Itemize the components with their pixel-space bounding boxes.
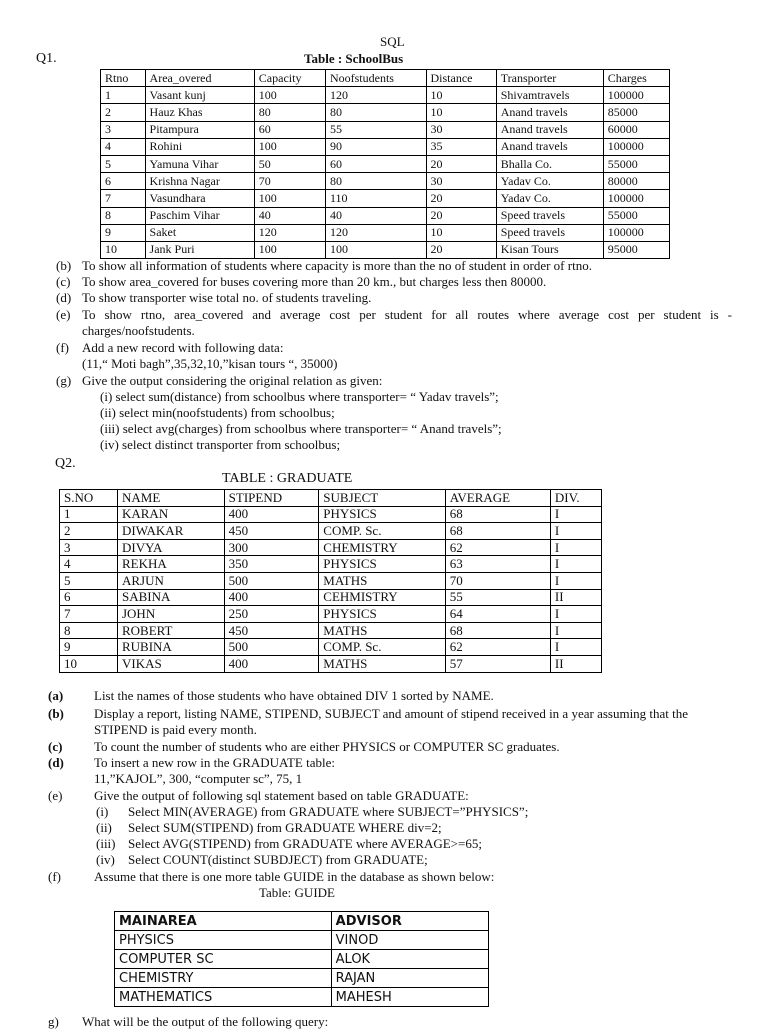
item-text: Give the output of following sql statement based on table GRADUATE: xyxy=(94,788,469,803)
table-row xyxy=(115,931,489,950)
table-row xyxy=(101,207,670,224)
table-cell: 5 xyxy=(60,572,118,589)
table-cell: 100000 xyxy=(603,138,669,155)
column-header: Area_overed xyxy=(145,70,254,87)
table-cell: 120 xyxy=(325,87,426,104)
item-label: (c) xyxy=(56,274,71,289)
table-cell: Krishna Nagar xyxy=(145,173,254,190)
table-cell: 62 xyxy=(445,639,550,656)
table-row xyxy=(60,655,602,672)
table-row xyxy=(60,606,602,623)
column-header: AVERAGE xyxy=(445,490,550,507)
sub-text: Select AVG(STIPEND) from GRADUATE where AVERAGE>=65; xyxy=(128,836,482,851)
table-cell: 62 xyxy=(445,539,550,556)
item-text: charges/noofstudents. xyxy=(82,323,195,338)
table-cell: KARAN xyxy=(117,506,224,523)
table-cell: I xyxy=(550,506,601,523)
table-row xyxy=(60,572,602,589)
table-cell: 110 xyxy=(325,190,426,207)
table-cell: 2 xyxy=(101,104,146,121)
table-cell: I xyxy=(550,556,601,573)
item-label: (e) xyxy=(48,788,63,803)
table-cell: ROBERT xyxy=(117,622,224,639)
column-header: MAINAREA xyxy=(115,912,332,931)
table-cell: Speed travels xyxy=(496,207,603,224)
table-cell: PHYSICS xyxy=(115,931,332,950)
column-header: Capacity xyxy=(254,70,325,87)
column-header: Distance xyxy=(426,70,496,87)
table-cell: 450 xyxy=(224,622,319,639)
table-cell: 100000 xyxy=(603,224,669,241)
table-row xyxy=(60,589,602,606)
column-header: DIV. xyxy=(550,490,601,507)
item-label: (e) xyxy=(56,307,71,322)
table-row xyxy=(115,950,489,969)
table-cell: PHYSICS xyxy=(319,556,445,573)
table-cell: I xyxy=(550,539,601,556)
schoolbus-table xyxy=(100,69,670,259)
table-row xyxy=(101,241,670,258)
table-cell: Kisan Tours xyxy=(496,241,603,258)
item-text: To show rtno, area_covered and average cost per student for all routes where average cost per student is - xyxy=(82,307,732,322)
column-header: Rtno xyxy=(101,70,146,87)
table-cell: 100 xyxy=(254,241,325,258)
table-cell: 300 xyxy=(224,539,319,556)
table-cell: 68 xyxy=(445,506,550,523)
item-text: To insert a new row in the GRADUATE table: xyxy=(94,755,335,770)
table-cell: JOHN xyxy=(117,606,224,623)
table-cell: 30 xyxy=(426,121,496,138)
table-cell: 120 xyxy=(254,224,325,241)
table-cell: Vasundhara xyxy=(145,190,254,207)
item-text: (iv) select distinct transporter from schoolbus; xyxy=(100,437,341,452)
item-text: (i) select sum(distance) from schoolbus where transporter= “ Yadav travels”; xyxy=(100,389,499,404)
table-cell: 450 xyxy=(224,523,319,540)
table-header-row xyxy=(101,70,670,87)
table-cell: I xyxy=(550,523,601,540)
table3-caption: Table: GUIDE xyxy=(259,885,335,900)
table-header-row xyxy=(115,912,489,931)
table-cell: 55 xyxy=(445,589,550,606)
table-cell: 8 xyxy=(60,622,118,639)
table-cell: 70 xyxy=(445,572,550,589)
table-row xyxy=(101,87,670,104)
table-header-row xyxy=(60,490,602,507)
table-cell: DIWAKAR xyxy=(117,523,224,540)
table-cell: 20 xyxy=(426,155,496,172)
table-cell: ARJUN xyxy=(117,572,224,589)
table-cell: 350 xyxy=(224,556,319,573)
item-label: (d) xyxy=(56,290,72,305)
table-cell: CHEMISTRY xyxy=(115,969,332,988)
table-cell: ALOK xyxy=(331,950,488,969)
table-cell: RUBINA xyxy=(117,639,224,656)
table-cell: 4 xyxy=(101,138,146,155)
table-cell: PHYSICS xyxy=(319,606,445,623)
table-cell: 80 xyxy=(254,104,325,121)
table-cell: Anand travels xyxy=(496,138,603,155)
column-header: Charges xyxy=(603,70,669,87)
table-cell: 6 xyxy=(101,173,146,190)
table-row xyxy=(60,639,602,656)
table-row xyxy=(101,173,670,190)
table-cell: 10 xyxy=(101,241,146,258)
table-cell: 63 xyxy=(445,556,550,573)
table-cell: PHYSICS xyxy=(319,506,445,523)
table-cell: 8 xyxy=(101,207,146,224)
table-cell: I xyxy=(550,622,601,639)
table-cell: 55000 xyxy=(603,155,669,172)
table-cell: 100 xyxy=(325,241,426,258)
table-cell: 120 xyxy=(325,224,426,241)
table-cell: 60 xyxy=(254,121,325,138)
table-cell: Rohini xyxy=(145,138,254,155)
table-cell: COMP. Sc. xyxy=(319,523,445,540)
table-cell: 9 xyxy=(60,639,118,656)
table-row xyxy=(60,539,602,556)
table-row xyxy=(101,190,670,207)
table-cell: 64 xyxy=(445,606,550,623)
table-cell: 10 xyxy=(60,655,118,672)
item-text: Display a report, listing NAME, STIPEND, SUBJECT and amount of stipend received in a year assuming that the xyxy=(94,706,689,721)
table-cell: 5 xyxy=(101,155,146,172)
table-cell: VINOD xyxy=(331,931,488,950)
table-cell: 9 xyxy=(101,224,146,241)
item-text: Assume that there is one more table GUIDE in the database as shown below: xyxy=(94,869,495,884)
item-text: List the names of those students who have obtained DIV 1 sorted by NAME. xyxy=(94,688,494,703)
table-cell: 500 xyxy=(224,639,319,656)
item-text: Add a new record with following data: xyxy=(82,340,284,355)
table-row xyxy=(101,224,670,241)
table-cell: Saket xyxy=(145,224,254,241)
table-cell: 2 xyxy=(60,523,118,540)
table-cell: Jank Puri xyxy=(145,241,254,258)
table-cell: 57 xyxy=(445,655,550,672)
column-header: NAME xyxy=(117,490,224,507)
table-cell: I xyxy=(550,606,601,623)
table-cell: Bhalla Co. xyxy=(496,155,603,172)
table1-caption: Table : SchoolBus xyxy=(304,51,404,66)
sub-label: (iii) xyxy=(96,836,116,851)
table-row xyxy=(101,138,670,155)
table-cell: Anand travels xyxy=(496,104,603,121)
item-text: What will be the output of the following query: xyxy=(82,1014,329,1029)
table-cell: Yadav Co. xyxy=(496,173,603,190)
item-text: (ii) select min(noofstudents) from schoolbus; xyxy=(100,405,335,420)
column-header: Noofstudents xyxy=(325,70,426,87)
table-cell: 85000 xyxy=(603,104,669,121)
table-cell: 500 xyxy=(224,572,319,589)
table-cell: 68 xyxy=(445,622,550,639)
item-label: (b) xyxy=(48,706,64,721)
table-cell: 50 xyxy=(254,155,325,172)
table-cell: CHEMISTRY xyxy=(319,539,445,556)
column-header: ADVISOR xyxy=(331,912,488,931)
q2-label: Q2. xyxy=(55,456,76,471)
table-cell: 250 xyxy=(224,606,319,623)
table-cell: 100 xyxy=(254,138,325,155)
table-cell: 55 xyxy=(325,121,426,138)
table-cell: 400 xyxy=(224,589,319,606)
table-row xyxy=(115,969,489,988)
item-label: (a) xyxy=(48,688,64,703)
guide-table xyxy=(114,911,489,1007)
item-label: (g) xyxy=(56,373,72,388)
item-label: (c) xyxy=(48,739,63,754)
table-row xyxy=(101,121,670,138)
item-text: 11,”KAJOL”, 300, “computer sc”, 75, 1 xyxy=(94,771,303,786)
item-text: To count the number of students who are either PHYSICS or COMPUTER SC graduates. xyxy=(94,739,560,754)
table-row xyxy=(115,988,489,1007)
table-cell: COMPUTER SC xyxy=(115,950,332,969)
table-row xyxy=(101,155,670,172)
table-cell: 1 xyxy=(101,87,146,104)
table-cell: Hauz Khas xyxy=(145,104,254,121)
table-cell: 60000 xyxy=(603,121,669,138)
table-cell: 400 xyxy=(224,655,319,672)
table-cell: CEHMISTRY xyxy=(319,589,445,606)
item-text: (iii) select avg(charges) from schoolbus where transporter= “ Anand travels”; xyxy=(100,421,502,436)
table-cell: MATHEMATICS xyxy=(115,988,332,1007)
table-cell: COMP. Sc. xyxy=(319,639,445,656)
sub-text: Select SUM(STIPEND) from GRADUATE WHERE div=2; xyxy=(128,820,442,835)
table-cell: 68 xyxy=(445,523,550,540)
table-cell: 6 xyxy=(60,589,118,606)
table-cell: 3 xyxy=(101,121,146,138)
table-cell: 7 xyxy=(60,606,118,623)
table-row xyxy=(60,523,602,540)
table-cell: 100 xyxy=(254,190,325,207)
table-cell: Speed travels xyxy=(496,224,603,241)
item-label: (d) xyxy=(48,755,64,770)
table-cell: 10 xyxy=(426,87,496,104)
table-cell: 10 xyxy=(426,104,496,121)
doc-title: SQL xyxy=(380,34,405,49)
item-text: (11,“ Moti bagh”,35,32,10,”kisan tours “, 35000) xyxy=(82,356,338,371)
table-cell: MATHS xyxy=(319,655,445,672)
item-label: (b) xyxy=(56,258,72,273)
table-cell: Pitampura xyxy=(145,121,254,138)
table-cell: 80 xyxy=(325,173,426,190)
table-cell: Shivamtravels xyxy=(496,87,603,104)
table-cell: 100000 xyxy=(603,87,669,104)
item-text: To show area_covered for buses covering more than 20 km., but charges less then 80000. xyxy=(82,274,547,289)
table-cell: 1 xyxy=(60,506,118,523)
column-header: Transporter xyxy=(496,70,603,87)
table-cell: 40 xyxy=(254,207,325,224)
table-cell: 4 xyxy=(60,556,118,573)
table-cell: 100 xyxy=(254,87,325,104)
table-cell: II xyxy=(550,655,601,672)
column-header: STIPEND xyxy=(224,490,319,507)
table-cell: MAHESH xyxy=(331,988,488,1007)
table-row xyxy=(101,104,670,121)
table-cell: 60 xyxy=(325,155,426,172)
table-cell: 7 xyxy=(101,190,146,207)
table-cell: I xyxy=(550,572,601,589)
table-cell: Yadav Co. xyxy=(496,190,603,207)
table-cell: 40 xyxy=(325,207,426,224)
table-cell: 20 xyxy=(426,207,496,224)
table-cell: 90 xyxy=(325,138,426,155)
sub-text: Select COUNT(distinct SUBDJECT) from GRADUATE; xyxy=(128,852,428,867)
item-label: (f) xyxy=(48,869,61,884)
table-cell: SABINA xyxy=(117,589,224,606)
sub-label: (i) xyxy=(96,804,109,819)
graduate-table xyxy=(59,489,602,673)
item-text: Give the output considering the original relation as given: xyxy=(82,373,383,388)
table-cell: I xyxy=(550,639,601,656)
table-cell: 55000 xyxy=(603,207,669,224)
sub-label: (iv) xyxy=(96,852,115,867)
table-cell: Paschim Vihar xyxy=(145,207,254,224)
sub-label: (ii) xyxy=(96,820,112,835)
table-cell: 100000 xyxy=(603,190,669,207)
item-text: To show all information of students where capacity is more than the no of student in order of rtno. xyxy=(82,258,592,273)
table-cell: Yamuna Vihar xyxy=(145,155,254,172)
table-cell: RAJAN xyxy=(331,969,488,988)
table-row xyxy=(60,556,602,573)
item-label: (f) xyxy=(56,340,69,355)
table-cell: 10 xyxy=(426,224,496,241)
table-cell: MATHS xyxy=(319,622,445,639)
table-row xyxy=(60,622,602,639)
table-cell: 95000 xyxy=(603,241,669,258)
table-cell: 30 xyxy=(426,173,496,190)
table-cell: II xyxy=(550,589,601,606)
table-cell: 70 xyxy=(254,173,325,190)
table-cell: 35 xyxy=(426,138,496,155)
table-cell: 3 xyxy=(60,539,118,556)
table-cell: 80000 xyxy=(603,173,669,190)
table-cell: VIKAS xyxy=(117,655,224,672)
item-label: g) xyxy=(48,1014,59,1029)
item-text: STIPEND is paid every month. xyxy=(94,722,257,737)
sub-text: Select MIN(AVERAGE) from GRADUATE where SUBJECT=”PHYSICS”; xyxy=(128,804,529,819)
column-header: SUBJECT xyxy=(319,490,445,507)
table-cell: Vasant kunj xyxy=(145,87,254,104)
table2-caption: TABLE : GRADUATE xyxy=(222,471,353,486)
table-row xyxy=(60,506,602,523)
table-cell: 20 xyxy=(426,190,496,207)
column-header: S.NO xyxy=(60,490,118,507)
q1-label: Q1. xyxy=(36,51,57,66)
table-cell: MATHS xyxy=(319,572,445,589)
table-cell: 20 xyxy=(426,241,496,258)
table-cell: 400 xyxy=(224,506,319,523)
table-cell: 80 xyxy=(325,104,426,121)
table-cell: REKHA xyxy=(117,556,224,573)
table-cell: DIVYA xyxy=(117,539,224,556)
table-cell: Anand travels xyxy=(496,121,603,138)
item-text: To show transporter wise total no. of students traveling. xyxy=(82,290,372,305)
